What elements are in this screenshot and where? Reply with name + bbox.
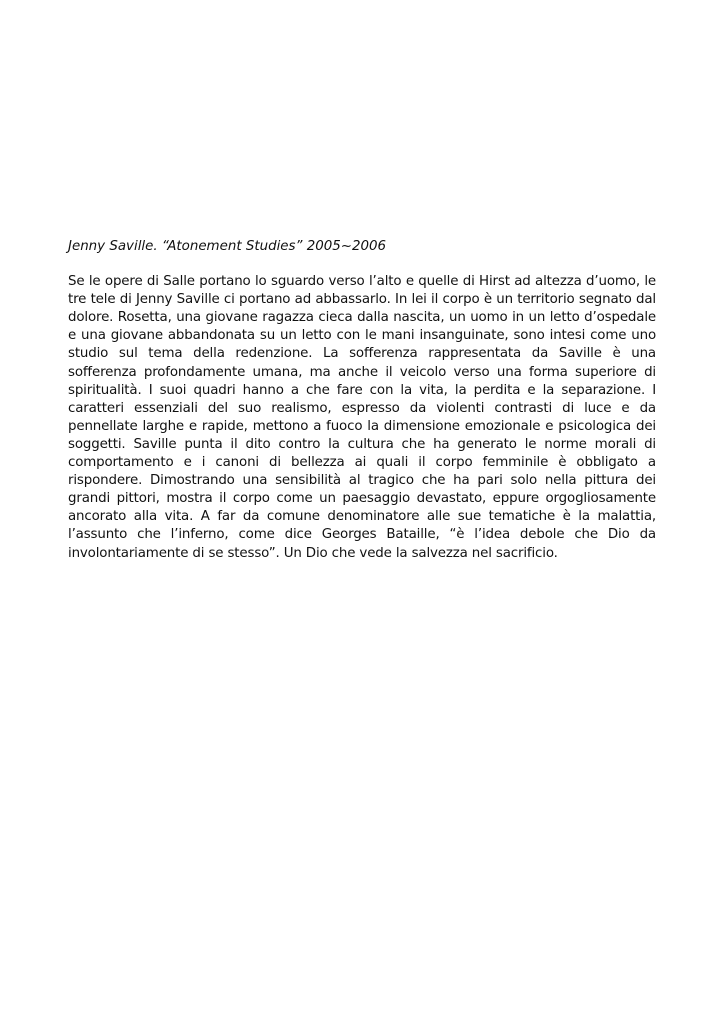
body-paragraph: Se le opere di Salle portano lo sguardo verso l’alto e quelle di Hirst ad altezza d’uomo, le tre tele di Jenny Saville ci portano ad abbassarlo. In lei il corpo è un territorio segnato dal dolore. Rosetta, una giovane ragazza cieca dalla nascita, un uomo in un letto d’ospedale e una giovane abbandonata su un letto con le mani insanguinate, sono intesi come uno studio sul tema della redenzione. La sofferenza rappresentata da Saville è una sofferenza profondamente umana, ma anche il veicolo verso una forma superiore di spiritualità. I suoi quadri hanno a che fare con la vita, la perdita e la separazione. I caratteri essenziali del suo realismo, espresso da violenti contrasti di luce e da pennellate larghe e rapide, mettono a fuoco la dimensione emozionale e psicologica dei soggetti. Saville punta il dito contro la cultura che ha generato le norme morali di comportamento e i canoni di bellezza ai quali il corpo femminile è obbligato a rispondere. Dimostrando una sensibilità al tragico che ha pari solo nella pittura dei grandi pittori, mostra il corpo come un paesaggio devastato, eppure orgogliosamente ancorato alla vita. A far da comune denominatore alle sue tematiche è la malattia, l’assunto che l’inferno, come dice Georges Bataille, “è l’idea debole che Dio da involontariamente di se stesso”. Un Dio che vede la salvezza nel sacrificio. [68, 274, 656, 561]
text-block [68, 238, 656, 563]
document-title: Jenny Saville. “Atonement Studies” 2005~2006 [68, 239, 387, 254]
